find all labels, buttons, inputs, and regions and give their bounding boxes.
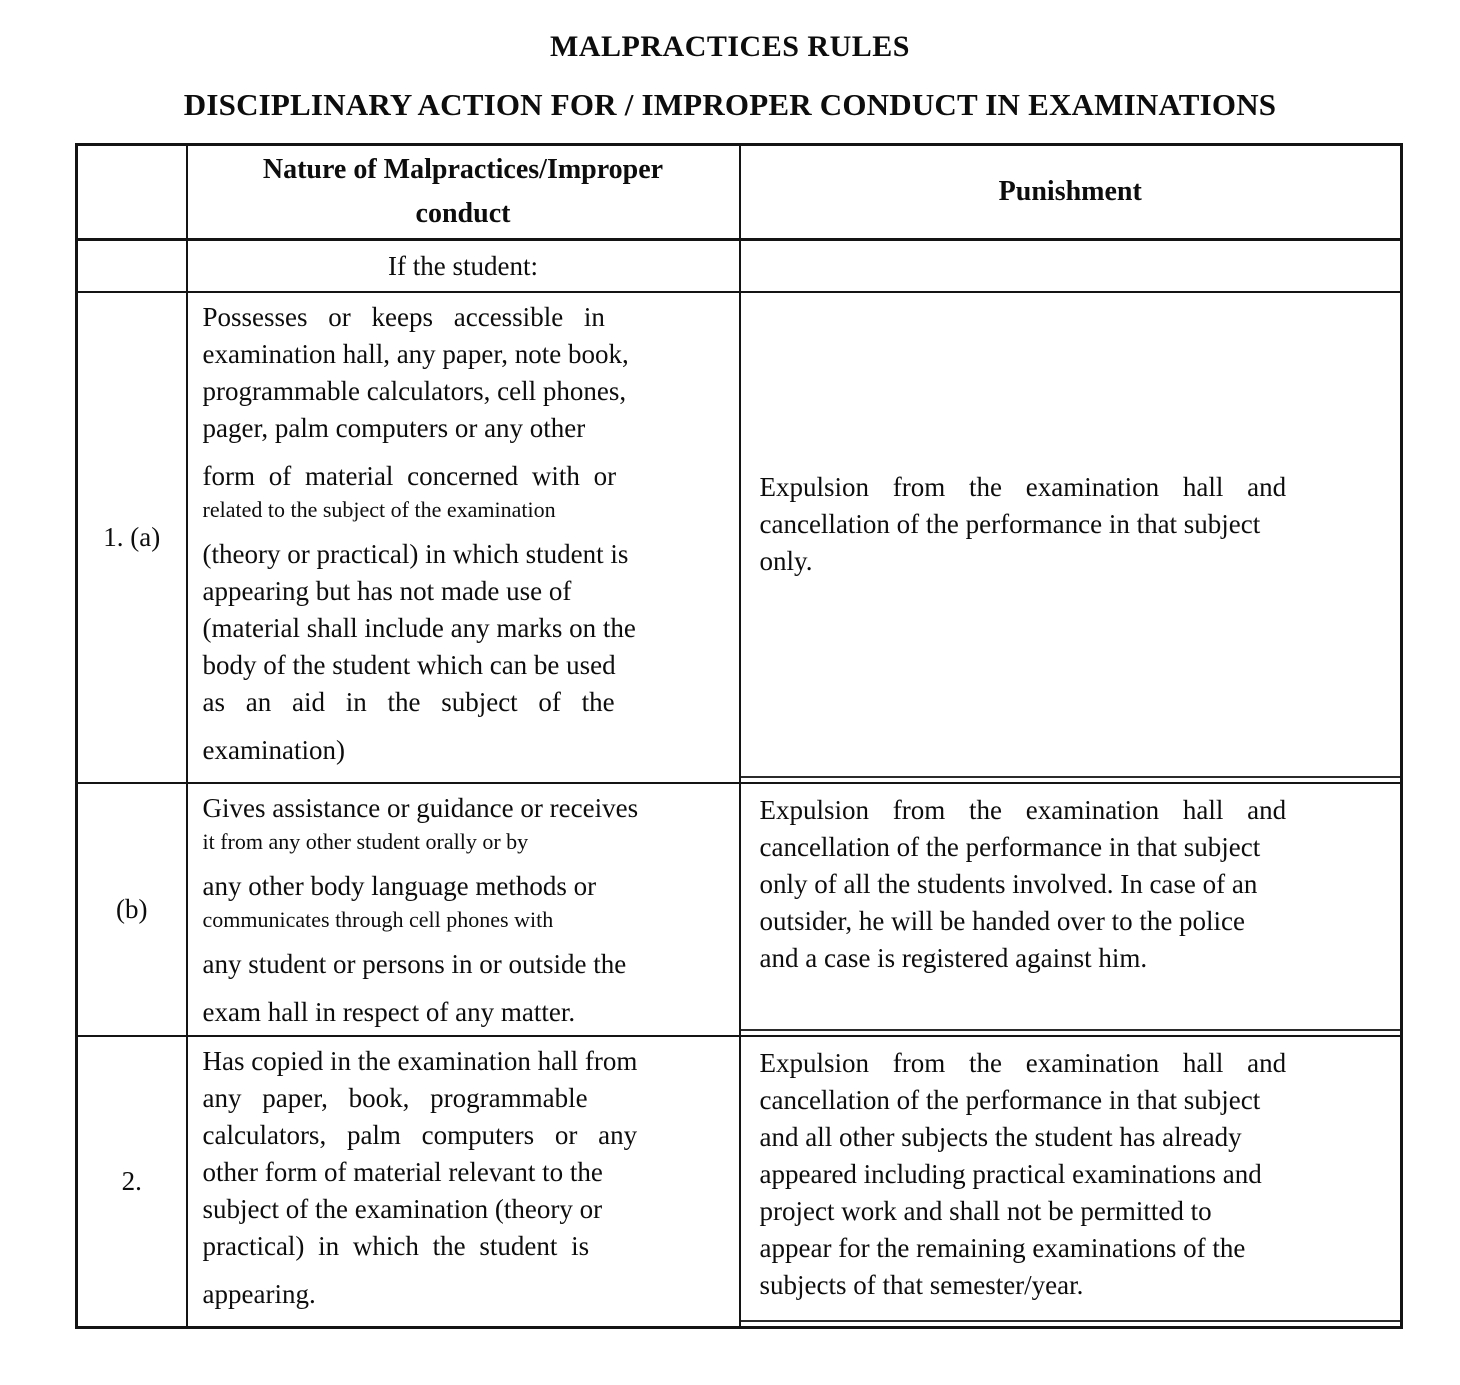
- nature-cell: [187, 1036, 740, 1328]
- text-line: examination hall, any paper, note book,: [202, 339, 629, 369]
- text-line: appeared including practical examinations and: [759, 1159, 1262, 1189]
- table-row-1a: [77, 292, 1402, 783]
- text-line: any paper, book, programmable: [202, 1083, 588, 1113]
- text-line: appear for the remaining examinations of the: [759, 1233, 1246, 1263]
- text-line: Expulsion from the examination hall and: [759, 1048, 1287, 1078]
- header-cell-nature: Nature of Malpractices/Improper conduct: [187, 145, 740, 240]
- text-line: pager, palm computers or any other: [202, 413, 586, 443]
- text-line: any student or persons in or outside the: [202, 949, 627, 979]
- text-line: and a case is registered against him.: [759, 943, 1148, 973]
- punishment-cell: [740, 783, 1402, 1036]
- subheader-cell-empty: [740, 240, 1402, 293]
- subheader-cell-empty: [77, 240, 187, 293]
- text-line: any other body language methods or: [202, 871, 597, 901]
- text-line: body of the student which can be used: [202, 650, 616, 680]
- table-subheader-row: [77, 240, 1402, 293]
- text-line: exam hall in respect of any matter.: [202, 997, 576, 1027]
- subheader-cell-text: If the student:: [187, 240, 740, 293]
- punishment-cell: [740, 292, 1402, 783]
- row-label: 2.: [77, 1036, 187, 1328]
- text-line: only.: [759, 546, 813, 576]
- doc-subtitle: DISCIPLINARY ACTION FOR / IMPROPER CONDUCT IN EXAMINATIONS: [183, 87, 1277, 122]
- text-line: project work and shall not be permitted to: [759, 1196, 1212, 1226]
- header-cell-empty: [77, 145, 187, 240]
- punishment-cell: [740, 1036, 1402, 1328]
- text-line: communicates through cell phones with: [202, 907, 554, 932]
- text-line: related to the subject of the examination: [202, 497, 556, 522]
- malpractice-rules-table: [75, 143, 1403, 1329]
- text-line: Expulsion from the examination hall and: [759, 795, 1287, 825]
- text-line: cancellation of the performance in that subject: [759, 832, 1261, 862]
- nature-cell: [187, 783, 740, 1036]
- text-line: Possesses or keeps accessible in: [202, 302, 605, 332]
- text-line: appearing.: [202, 1279, 316, 1309]
- row-label: 1. (a): [77, 292, 187, 783]
- doc-title: MALPRACTICES RULES: [550, 30, 910, 63]
- text-line: calculators, palm computers or any: [202, 1120, 638, 1150]
- text-line: Gives assistance or guidance or receives: [202, 793, 639, 823]
- text-line: programmable calculators, cell phones,: [202, 376, 627, 406]
- row-label: (b): [77, 783, 187, 1036]
- table-row-2: [77, 1036, 1402, 1328]
- header-cell-punishment: Punishment: [740, 145, 1402, 240]
- text-line: (material shall include any marks on the: [202, 613, 636, 643]
- text-line: (theory or practical) in which student is: [202, 539, 629, 569]
- text-line: Has copied in the examination hall from: [202, 1046, 638, 1076]
- text-line: and all other subjects the student has already: [759, 1122, 1242, 1152]
- text-line: appearing but has not made use of: [202, 576, 572, 606]
- text-line: it from any other student orally or by: [202, 829, 529, 854]
- text-line: cancellation of the performance in that subject: [759, 1085, 1261, 1115]
- text-line: outsider, he will be handed over to the police: [759, 906, 1246, 936]
- text-line: as an aid in the subject of the: [202, 687, 615, 717]
- text-line: Expulsion from the examination hall and: [759, 472, 1287, 502]
- text-line: only of all the students involved. In case of an: [759, 869, 1258, 899]
- table-row-1b: [77, 783, 1402, 1036]
- nature-cell: [187, 292, 740, 783]
- text-line: cancellation of the performance in that subject: [759, 509, 1261, 539]
- table-header-row: [77, 145, 1402, 240]
- text-line: other form of material relevant to the: [202, 1157, 603, 1187]
- text-line: subject of the examination (theory or: [202, 1194, 603, 1224]
- text-line: practical) in which the student is: [202, 1231, 590, 1261]
- text-line: form of material concerned with or: [202, 461, 617, 491]
- text-line: examination): [202, 735, 345, 765]
- text-line: subjects of that semester/year.: [759, 1270, 1084, 1300]
